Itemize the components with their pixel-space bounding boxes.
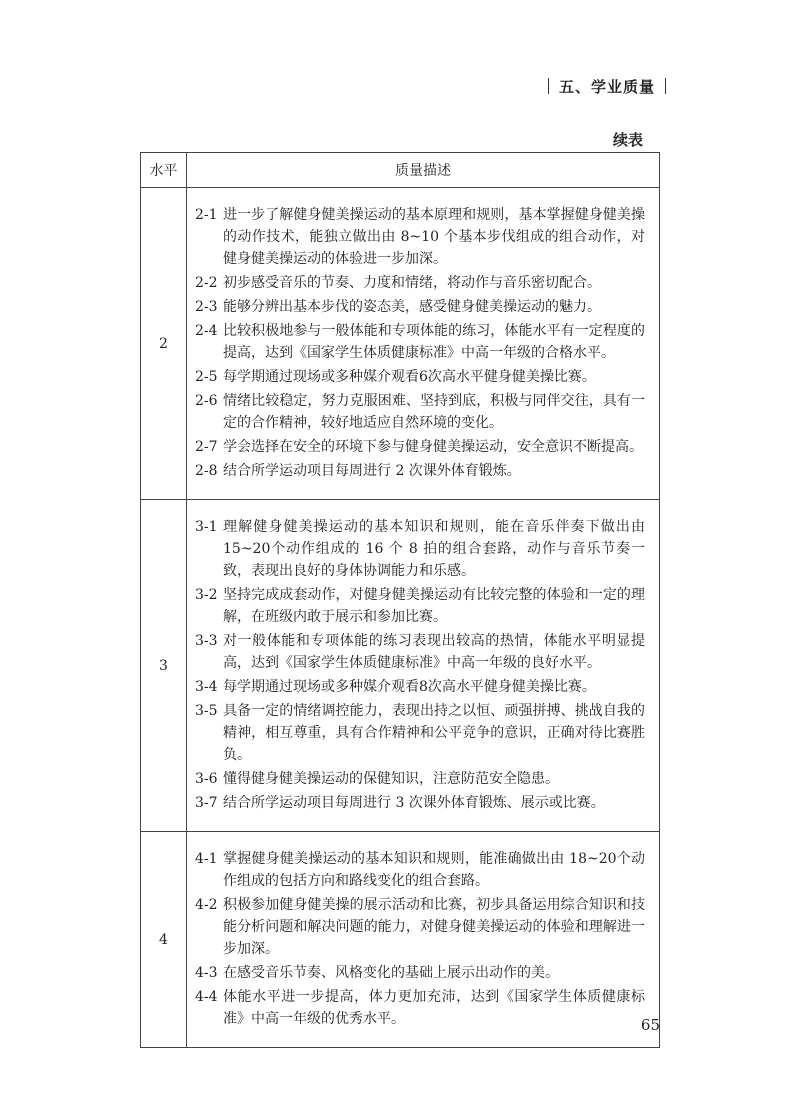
item-text: 对一般体能和专项体能的练习表现出较高的热情，体能水平明显提高，达到《国家学生体质健康标准》中高一年级的良好水平。 bbox=[223, 633, 645, 671]
item-number: 3-4 bbox=[195, 679, 218, 695]
list-item bbox=[195, 848, 645, 892]
quality-table bbox=[140, 152, 660, 1048]
item-text: 积极参加健身健美操的展示活动和比赛，初步具备运用综合知识和技能分析问题和解决问题的能力，对健身健美操运动的体验和理解进一步加深。 bbox=[223, 897, 645, 957]
list-item bbox=[195, 700, 645, 766]
item-number: 2-4 bbox=[195, 323, 218, 339]
item-text: 理解健身健美操运动的基本知识和规则，能在音乐伴奏下做出由 15~20个动作组成的 16 个 8 拍的组合套路，动作与音乐节奏一致，表现出良好的身体协调能力和乐感。 bbox=[223, 519, 645, 579]
item-number: 3-2 bbox=[195, 587, 218, 603]
table-row bbox=[141, 832, 660, 1048]
table-row bbox=[141, 500, 660, 832]
item-number: 2-6 bbox=[195, 393, 218, 409]
list-item bbox=[195, 320, 645, 364]
item-number: 4-1 bbox=[195, 851, 218, 867]
list-item bbox=[195, 792, 645, 814]
table-body bbox=[141, 188, 660, 1048]
header-right-rule bbox=[665, 78, 666, 94]
description-cell bbox=[187, 188, 660, 500]
item-number: 3-1 bbox=[195, 519, 218, 535]
column-header-description: 质量描述 bbox=[187, 153, 660, 188]
table-row bbox=[141, 188, 660, 500]
continued-label: 续表 bbox=[612, 131, 643, 149]
item-number: 3-5 bbox=[195, 703, 218, 719]
item-text: 掌握健身健美操运动的基本知识和规则，能准确做出由 18~20个动作组成的包括方向和路线变化的组合套路。 bbox=[223, 851, 645, 889]
list-item bbox=[195, 204, 645, 270]
item-text: 能够分辨出基本步伐的姿态美，感受健身健美操运动的魅力。 bbox=[223, 299, 601, 315]
list-item bbox=[195, 584, 645, 628]
item-text: 初步感受音乐的节奏、力度和情绪，将动作与音乐密切配合。 bbox=[223, 275, 601, 291]
item-number: 2-3 bbox=[195, 299, 218, 315]
item-number: 4-2 bbox=[195, 897, 218, 913]
item-text: 结合所学运动项目每周进行 2 次课外体育锻炼。 bbox=[223, 463, 521, 479]
list-item bbox=[195, 986, 645, 1030]
item-number: 2-7 bbox=[195, 439, 218, 455]
item-text: 体能水平进一步提高，体力更加充沛，达到《国家学生体质健康标准》中高一年级的优秀水平。 bbox=[223, 989, 645, 1027]
level-cell: 4 bbox=[141, 832, 187, 1048]
item-text: 在感受音乐节奏、风格变化的基础上展示出动作的美。 bbox=[223, 965, 559, 981]
item-number: 3-6 bbox=[195, 771, 218, 787]
list-item bbox=[195, 676, 645, 698]
list-item bbox=[195, 272, 645, 294]
column-header-level: 水平 bbox=[141, 153, 187, 188]
list-item bbox=[195, 436, 645, 458]
section-title: 五、学业质量 bbox=[558, 78, 655, 96]
item-text: 学会选择在安全的环境下参与健身健美操运动，安全意识不断提高。 bbox=[223, 439, 643, 455]
item-number: 2-1 bbox=[195, 207, 218, 223]
item-number: 2-2 bbox=[195, 275, 218, 291]
list-item bbox=[195, 630, 645, 674]
item-text: 每学期通过现场或多种媒介观看6次高水平健身健美操比赛。 bbox=[223, 369, 596, 385]
list-item bbox=[195, 366, 645, 388]
item-text: 每学期通过现场或多种媒介观看8次高水平健身健美操比赛。 bbox=[223, 679, 596, 695]
table-header-row bbox=[141, 153, 660, 188]
item-text: 懂得健身健美操运动的保健知识，注意防范安全隐患。 bbox=[223, 771, 559, 787]
list-item bbox=[195, 962, 645, 984]
description-cell bbox=[187, 832, 660, 1048]
page-number: 65 bbox=[640, 1016, 660, 1034]
item-text: 结合所学运动项目每周进行 3 次课外体育锻炼、展示或比赛。 bbox=[223, 795, 605, 811]
list-item bbox=[195, 296, 645, 318]
list-item bbox=[195, 768, 645, 790]
item-text: 情绪比较稳定，努力克服困难、坚持到底，积极与同伴交往，具有一定的合作精神，较好地适应自然环境的变化。 bbox=[223, 393, 645, 431]
item-number: 3-3 bbox=[195, 633, 218, 649]
item-number: 2-5 bbox=[195, 369, 218, 385]
item-text: 具备一定的情绪调控能力，表现出持之以恒、顽强拼搏、挑战自我的精神，相互尊重，具有合作精神和公平竞争的意识，正确对待比赛胜负。 bbox=[223, 703, 645, 763]
list-item bbox=[195, 460, 645, 482]
list-item bbox=[195, 390, 645, 434]
header-left-rule bbox=[548, 78, 549, 94]
running-header bbox=[538, 76, 676, 97]
item-number: 4-3 bbox=[195, 965, 218, 981]
list-item bbox=[195, 516, 645, 582]
item-number: 2-8 bbox=[195, 463, 218, 479]
item-number: 4-4 bbox=[195, 989, 218, 1005]
list-item bbox=[195, 894, 645, 960]
description-cell bbox=[187, 500, 660, 832]
item-text: 比较积极地参与一般体能和专项体能的练习，体能水平有一定程度的提高，达到《国家学生体质健康标准》中高一年级的合格水平。 bbox=[223, 323, 645, 361]
item-text: 坚持完成成套动作，对健身健美操运动有比较完整的体验和一定的理解，在班级内敢于展示和参加比赛。 bbox=[223, 587, 645, 625]
item-number: 3-7 bbox=[195, 795, 218, 811]
item-text: 进一步了解健身健美操运动的基本原理和规则，基本掌握健身健美操的动作技术，能独立做出由 8~10 个基本步伐组成的组合动作，对健身健美操运动的体验进一步加深。 bbox=[223, 207, 645, 267]
level-cell: 3 bbox=[141, 500, 187, 832]
level-cell: 2 bbox=[141, 188, 187, 500]
